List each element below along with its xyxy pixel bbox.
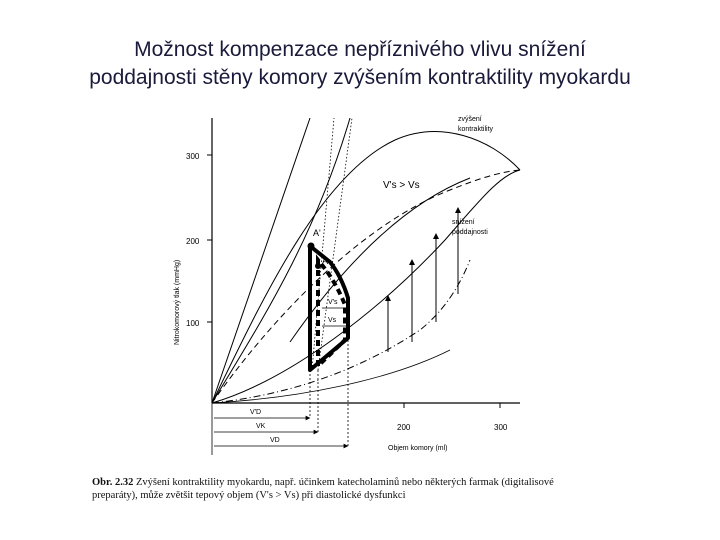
contractility-curve-lower [212, 170, 520, 403]
x-tick-label: 300 [494, 423, 508, 432]
caption-text: Zvýšení kontraktility myokardu, např. účinkem katecholaminů nebo některých farmak (digitalisové preparáty), může zvětšit tepový objem (V's > Vs) při diastolické dysfunkci [92, 477, 554, 501]
end-systolic-line-steep [212, 118, 310, 403]
y-tick-label: 100 [186, 319, 200, 328]
label-stroke-volume-compare: V's > Vs [383, 180, 420, 191]
y-axis-label: Nitrokomorový tlak (mmHg) [174, 259, 181, 345]
slide-title-line-2: poddajnosti stěny komory zvýšením kontraktility myokardu [89, 66, 631, 89]
isovolumic-curve-dashed [212, 170, 520, 403]
point-A [315, 263, 321, 269]
label-compliance-line-1: snížení [452, 219, 475, 226]
y-tick-label: 300 [186, 152, 200, 161]
label-stroke-volume: Vs [328, 317, 337, 324]
label-stroke-volume-prime: V's [328, 299, 338, 306]
x-tick-label: 200 [397, 423, 411, 432]
figure-caption [92, 476, 572, 502]
y-tick-label: 200 [186, 237, 200, 246]
label-vd-prime: V'D [250, 409, 262, 416]
label-contractility-line-2: kontraktility [458, 126, 494, 133]
baseline-curve [212, 350, 450, 403]
label-contractility-line-1: zvýšení [458, 116, 482, 123]
label-compliance-line-2: poddajnosti [452, 229, 488, 236]
pressure-volume-diagram [0, 100, 720, 470]
label-point-A-prime: A' [313, 228, 321, 238]
label-point-A: A [322, 256, 329, 266]
slide-title [0, 36, 720, 92]
x-axis-label: Objem komory (ml) [388, 445, 448, 452]
guide-dotted-1 [312, 118, 334, 370]
caption-number: Obr. 2.32 [92, 477, 134, 488]
label-vk: VK [256, 423, 266, 430]
label-vd: VD [270, 437, 280, 444]
slide-title-line-1: Možnost kompenzace nepříznivého vlivu snížení [134, 38, 586, 61]
point-A-prime [308, 243, 315, 250]
